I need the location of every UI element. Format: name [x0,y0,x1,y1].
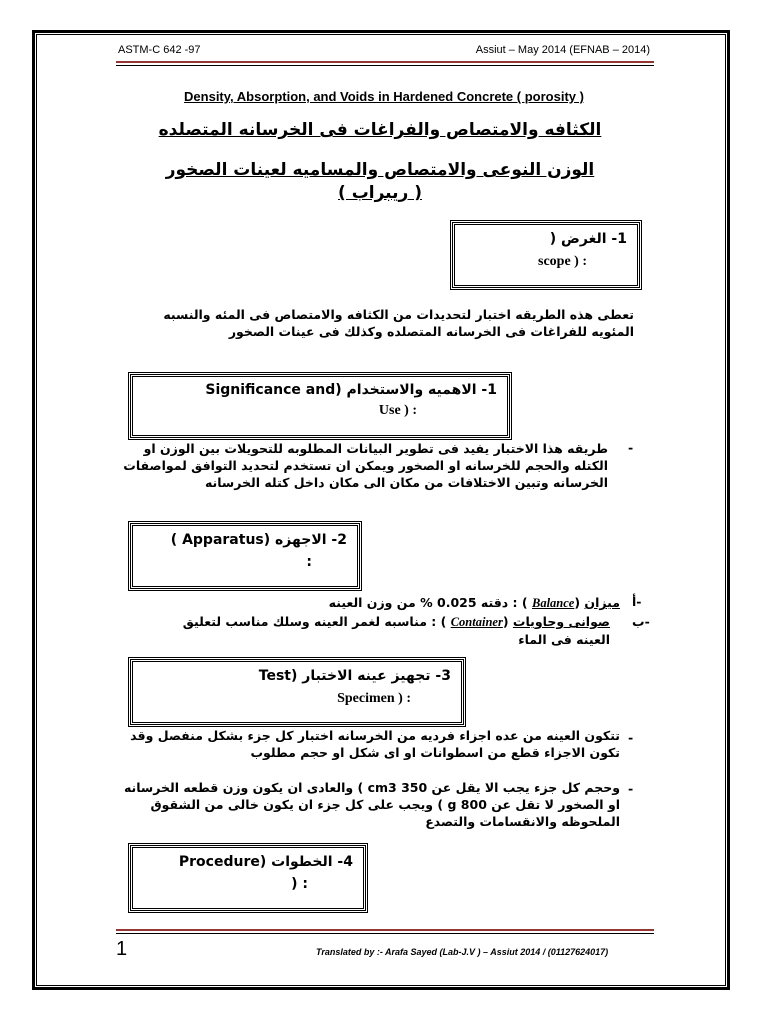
section-box-scope [452,222,640,288]
header-rule-red [116,61,654,63]
page-number: 1 [116,938,128,960]
section-box-significance [130,374,510,438]
balance-text: دقته 0.025 % من وزن العينه [328,595,509,610]
balance-en: Balance [531,596,575,610]
specimen-heading-en: Specimen ) : [337,691,411,706]
significance-heading: 1- الاهميه والاستخدام (Significance and [205,382,497,398]
title-arabic-1: الكثافه والامتصاص والفراغات فى الخرسانه المتصلده [158,120,602,140]
apparatus-item-a-marker: أ- [632,594,642,609]
title-arabic-2: الوزن النوعى والامتصاص والمساميه لعينات الصخور [165,160,595,180]
section-box-apparatus [130,523,360,589]
container-en: Container [450,615,503,629]
section-box-specimen [130,659,464,725]
specimen-text-2: وحجم كل جزء يجب الا يقل عن cm3 350 ) والعادى ان يكون وزن قطعه الخرسانه او الصخور لا تقل عن g 800 ) ويجب على كل جزء ان يكون خالى من الشقوق الملحوظه والانقسامات والتصدع [123,780,620,829]
apparatus-heading-colon: : [306,554,312,570]
significance-text: طريقه هذا الاختبار يفيد فى تطوير البيانات المطلوبه للتحويلات بين الوزن او الكتله والحجم للخرسانه او الصخور ويمكن ان تستخدم لتحديد التوافق لمواصفات الخرسانه وتبين الاختلافات من مكان الى مكان داخل كتله الخرسانه [123,441,608,490]
container-text-1: مناسبه لغمر العينه وسلك مناسب لتعليق [182,614,427,629]
apparatus-item-a: ميزان (Balance ) : دقته 0.025 % من وزن العينه [328,595,620,610]
header-date: Assiut – May 2014 (EFNAB – 2014) [475,44,650,56]
specimen-bullet-2: - [628,781,634,796]
header-standard: ASTM-C 642 -97 [118,44,201,56]
specimen-text-1: تتكون العينه من عده اجزاء فرديه من الخرسانه اختبار كل جزء بشكل منفصل وقد تكون الاجزاء قطع من اسطوانات او اى شكل او حجم مطلوب [130,728,620,760]
procedure-heading-colon: ) : [291,876,308,892]
apparatus-item-b-marker: ب- [632,614,650,629]
title-arabic-3: ( ريبراب ) [338,183,422,203]
translator-credit: Translated by :- Arafa Sayed (Lab-J.V ) – Assiut 2014 / (01127624017) [316,947,609,957]
scope-heading: 1- الغرض ( [549,231,627,247]
container-text-2: العينه فى الماء [518,632,610,647]
footer-rule-red [116,929,654,931]
title-english: Density, Absorption, and Voids in Hardened Concrete ( porosity ) [184,89,584,104]
apparatus-heading: 2- الاجهزه (Apparatus ) [170,532,347,548]
procedure-heading: 4- الخطوات (Procedure [178,854,353,870]
footer-rule-black [116,933,654,934]
header-rule-black [116,65,654,66]
specimen-heading: 3- تجهيز عينه الاختبار (Test [258,668,451,684]
balance-label: ميزان [584,595,620,610]
specimen-bullet-1: - [628,730,634,745]
scope-heading-en: scope ) : [538,254,587,269]
container-label: صوانى وحاويات [512,614,610,629]
apparatus-item-b: صوانى وحاويات (Container ) : مناسبه لغمر العينه وسلك مناسب لتعليق العينه فى الماء [110,613,610,648]
significance-heading-en: Use ) : [378,403,417,418]
section-box-procedure [130,845,366,911]
scope-text: تعطى هذه الطريقه اختبار لتحديدات من الكثافه والامتصاص فى المئه والنسبه المئويه للفراغات فى الخرسانه المتصلده وكذلك فى عينات الصخور [163,307,634,339]
significance-bullet: - [628,440,634,455]
